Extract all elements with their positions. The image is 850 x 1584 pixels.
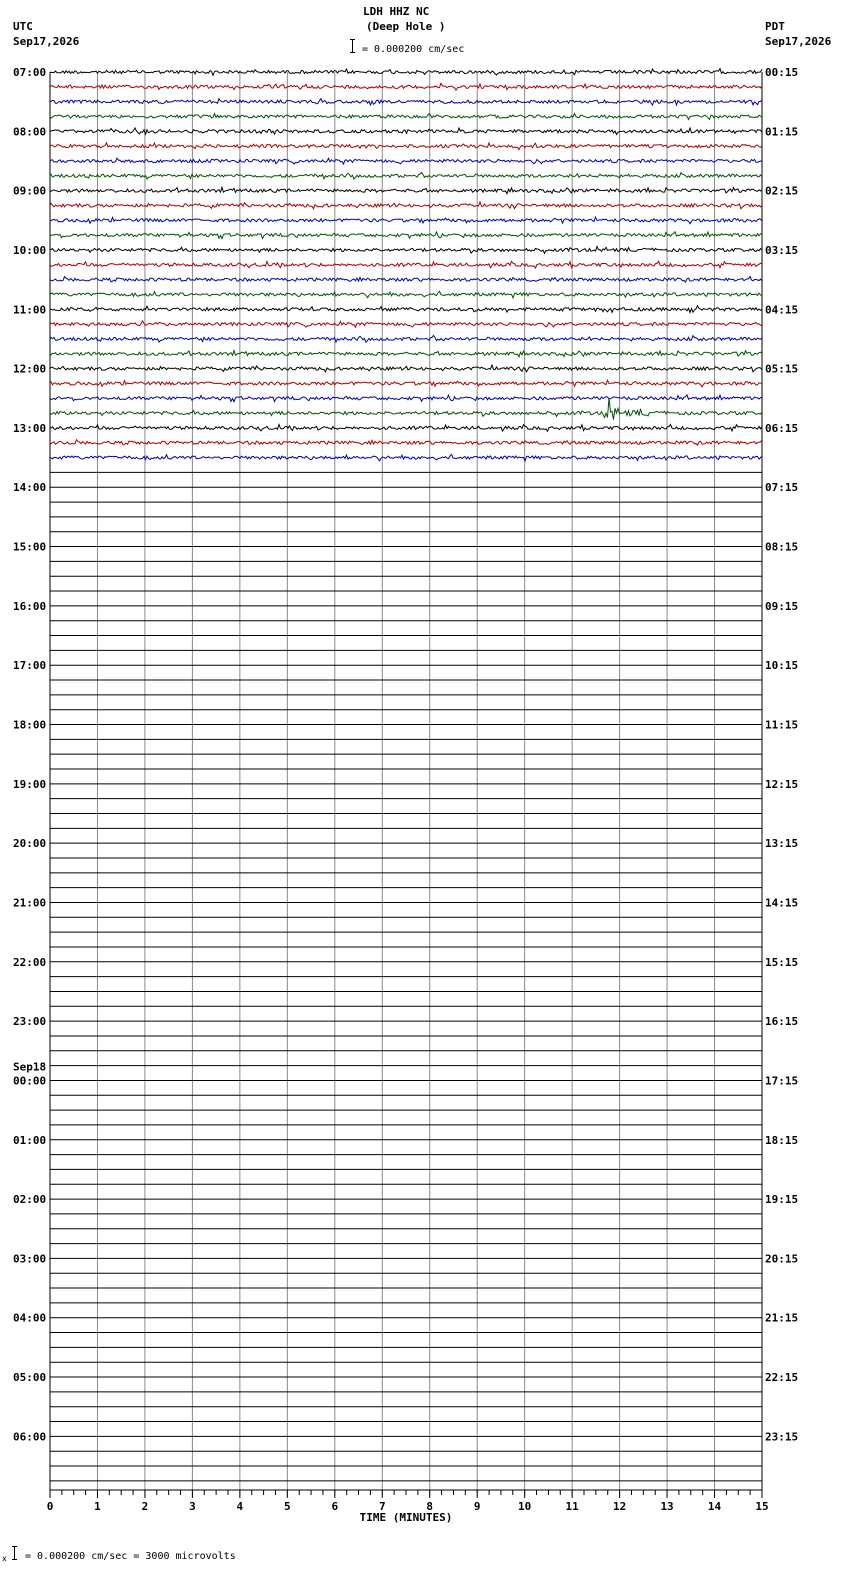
left-timezone: UTC xyxy=(13,20,33,33)
seismic-trace xyxy=(50,336,762,343)
pdt-hour-label: 21:15 xyxy=(765,1311,799,1325)
pdt-hour-label: 20:15 xyxy=(765,1252,799,1266)
x-tick-label: 9 xyxy=(473,1500,481,1513)
x-tick-label: 3 xyxy=(189,1500,196,1513)
scale-text: = 0.000200 cm/sec xyxy=(362,44,465,55)
seismic-trace xyxy=(50,365,762,372)
footer-scale-text: = 0.000200 cm/sec = 3000 microvolts xyxy=(25,1551,236,1562)
utc-hour-label: 17:00 xyxy=(13,659,47,673)
pdt-hour-label: 12:15 xyxy=(765,777,799,791)
seismic-trace xyxy=(50,398,762,420)
seismic-trace xyxy=(50,143,762,150)
seismic-trace xyxy=(50,247,762,254)
pdt-hour-label: 08:15 xyxy=(765,540,799,554)
utc-hour-label: 07:00 xyxy=(13,66,47,79)
utc-hour-label: 04:00 xyxy=(13,1311,47,1325)
utc-hour-label: 21:00 xyxy=(13,896,47,910)
pdt-hour-label: 03:15 xyxy=(765,243,799,257)
utc-hour-label: 06:00 xyxy=(13,1430,47,1444)
utc-hour-label: 05:00 xyxy=(13,1371,47,1385)
seismic-trace xyxy=(50,128,762,135)
utc-hour-label: 10:00 xyxy=(13,243,47,257)
x-tick-label: 8 xyxy=(426,1500,434,1513)
left-date: Sep17,2026 xyxy=(13,35,80,48)
x-tick-label: 11 xyxy=(565,1500,579,1513)
seismic-trace xyxy=(50,395,762,402)
seismic-trace xyxy=(50,321,762,327)
seismic-trace xyxy=(50,232,762,239)
x-tick-label: 7 xyxy=(378,1500,386,1513)
utc-hour-label: 14:00 xyxy=(13,481,47,495)
seismic-trace xyxy=(50,83,762,90)
x-tick-label: 4 xyxy=(236,1500,244,1513)
seismic-trace xyxy=(50,113,762,119)
utc-hour-label: 23:00 xyxy=(13,1015,47,1029)
utc-hour-label: 18:00 xyxy=(13,718,47,732)
utc-hour-label: 12:00 xyxy=(13,362,47,376)
seismic-trace xyxy=(50,261,762,268)
utc-hour-label: 00:00 xyxy=(13,1074,47,1088)
footer-scale-bar-icon xyxy=(14,1546,15,1560)
seismic-trace xyxy=(50,380,762,387)
utc-hour-label: 09:00 xyxy=(13,184,47,198)
footer-scale-bar-cap-top xyxy=(12,1546,17,1547)
pdt-hour-label: 02:15 xyxy=(765,184,799,198)
pdt-hour-label: 17:15 xyxy=(765,1074,799,1088)
utc-hour-label: 02:00 xyxy=(13,1193,47,1207)
pdt-hour-label: 10:15 xyxy=(765,659,799,673)
seismic-trace xyxy=(50,277,762,283)
pdt-hour-label: 16:15 xyxy=(765,1015,799,1029)
pdt-hour-label: 11:15 xyxy=(765,718,799,732)
pdt-hour-label: 18:15 xyxy=(765,1133,799,1147)
pdt-hour-label: 09:15 xyxy=(765,599,799,613)
x-tick-label: 2 xyxy=(141,1500,149,1513)
seismic-trace xyxy=(50,424,762,431)
seismic-trace xyxy=(50,440,762,446)
utc-hour-label: 03:00 xyxy=(13,1252,47,1266)
pdt-hour-label: 05:15 xyxy=(765,362,799,376)
pdt-hour-label: 13:15 xyxy=(765,837,799,851)
utc-hour-label: 13:00 xyxy=(13,421,47,435)
seismic-trace xyxy=(50,99,762,105)
seismic-trace xyxy=(50,187,762,193)
pdt-hour-label: 23:15 xyxy=(765,1430,799,1444)
seismic-trace xyxy=(50,158,762,164)
seismic-trace xyxy=(50,291,762,298)
x-tick-label: 15 xyxy=(755,1500,769,1513)
scale-bar-icon xyxy=(352,39,353,53)
x-tick-label: 6 xyxy=(331,1500,339,1513)
x-tick-label: 10 xyxy=(518,1500,532,1513)
pdt-hour-label: 15:15 xyxy=(765,955,799,969)
footer-scale-bar-cap-bottom xyxy=(12,1559,17,1560)
utc-hour-label: 15:00 xyxy=(13,540,47,554)
pdt-hour-label: 04:15 xyxy=(765,303,799,317)
footer-marker: x xyxy=(2,1554,7,1563)
utc-hour-label: 11:00 xyxy=(13,303,47,317)
utc-hour-label: 16:00 xyxy=(13,599,47,613)
right-timezone: PDT xyxy=(765,20,785,33)
utc-hour-label: 19:00 xyxy=(13,777,47,791)
x-tick-label: 0 xyxy=(46,1500,54,1513)
seismic-trace xyxy=(50,351,762,357)
x-tick-label: 13 xyxy=(660,1500,674,1513)
pdt-hour-label: 06:15 xyxy=(765,421,799,435)
seismic-trace xyxy=(50,172,762,179)
x-tick-label: 14 xyxy=(707,1500,722,1513)
utc-hour-label: 20:00 xyxy=(13,837,47,851)
utc-hour-label: 22:00 xyxy=(13,955,47,969)
station-location: (Deep Hole ) xyxy=(366,20,446,33)
seismic-trace xyxy=(50,454,762,461)
date-change-label: Sep18 xyxy=(13,1060,47,1074)
seismic-trace xyxy=(50,217,762,224)
seismic-trace xyxy=(50,69,762,76)
pdt-hour-label: 19:15 xyxy=(765,1193,799,1207)
utc-hour-label: 01:00 xyxy=(13,1133,47,1147)
pdt-hour-label: 14:15 xyxy=(765,896,799,910)
x-tick-label: 12 xyxy=(612,1500,627,1513)
pdt-hour-label: 01:15 xyxy=(765,125,799,139)
seismic-trace xyxy=(50,202,762,209)
station-title: LDH HHZ NC xyxy=(363,5,430,18)
scale-bar-cap-top xyxy=(350,39,355,40)
x-tick-label: 5 xyxy=(284,1500,291,1513)
x-tick-label: 1 xyxy=(94,1500,101,1513)
pdt-hour-label: 07:15 xyxy=(765,481,799,495)
seismic-trace xyxy=(50,306,762,313)
scale-bar-cap-bottom xyxy=(350,52,355,53)
pdt-hour-label: 22:15 xyxy=(765,1371,799,1385)
utc-hour-label: 08:00 xyxy=(13,125,47,139)
x-axis-title: TIME (MINUTES) xyxy=(359,1511,453,1524)
pdt-hour-label: 00:15 xyxy=(765,66,799,79)
right-date: Sep17,2026 xyxy=(765,35,832,48)
